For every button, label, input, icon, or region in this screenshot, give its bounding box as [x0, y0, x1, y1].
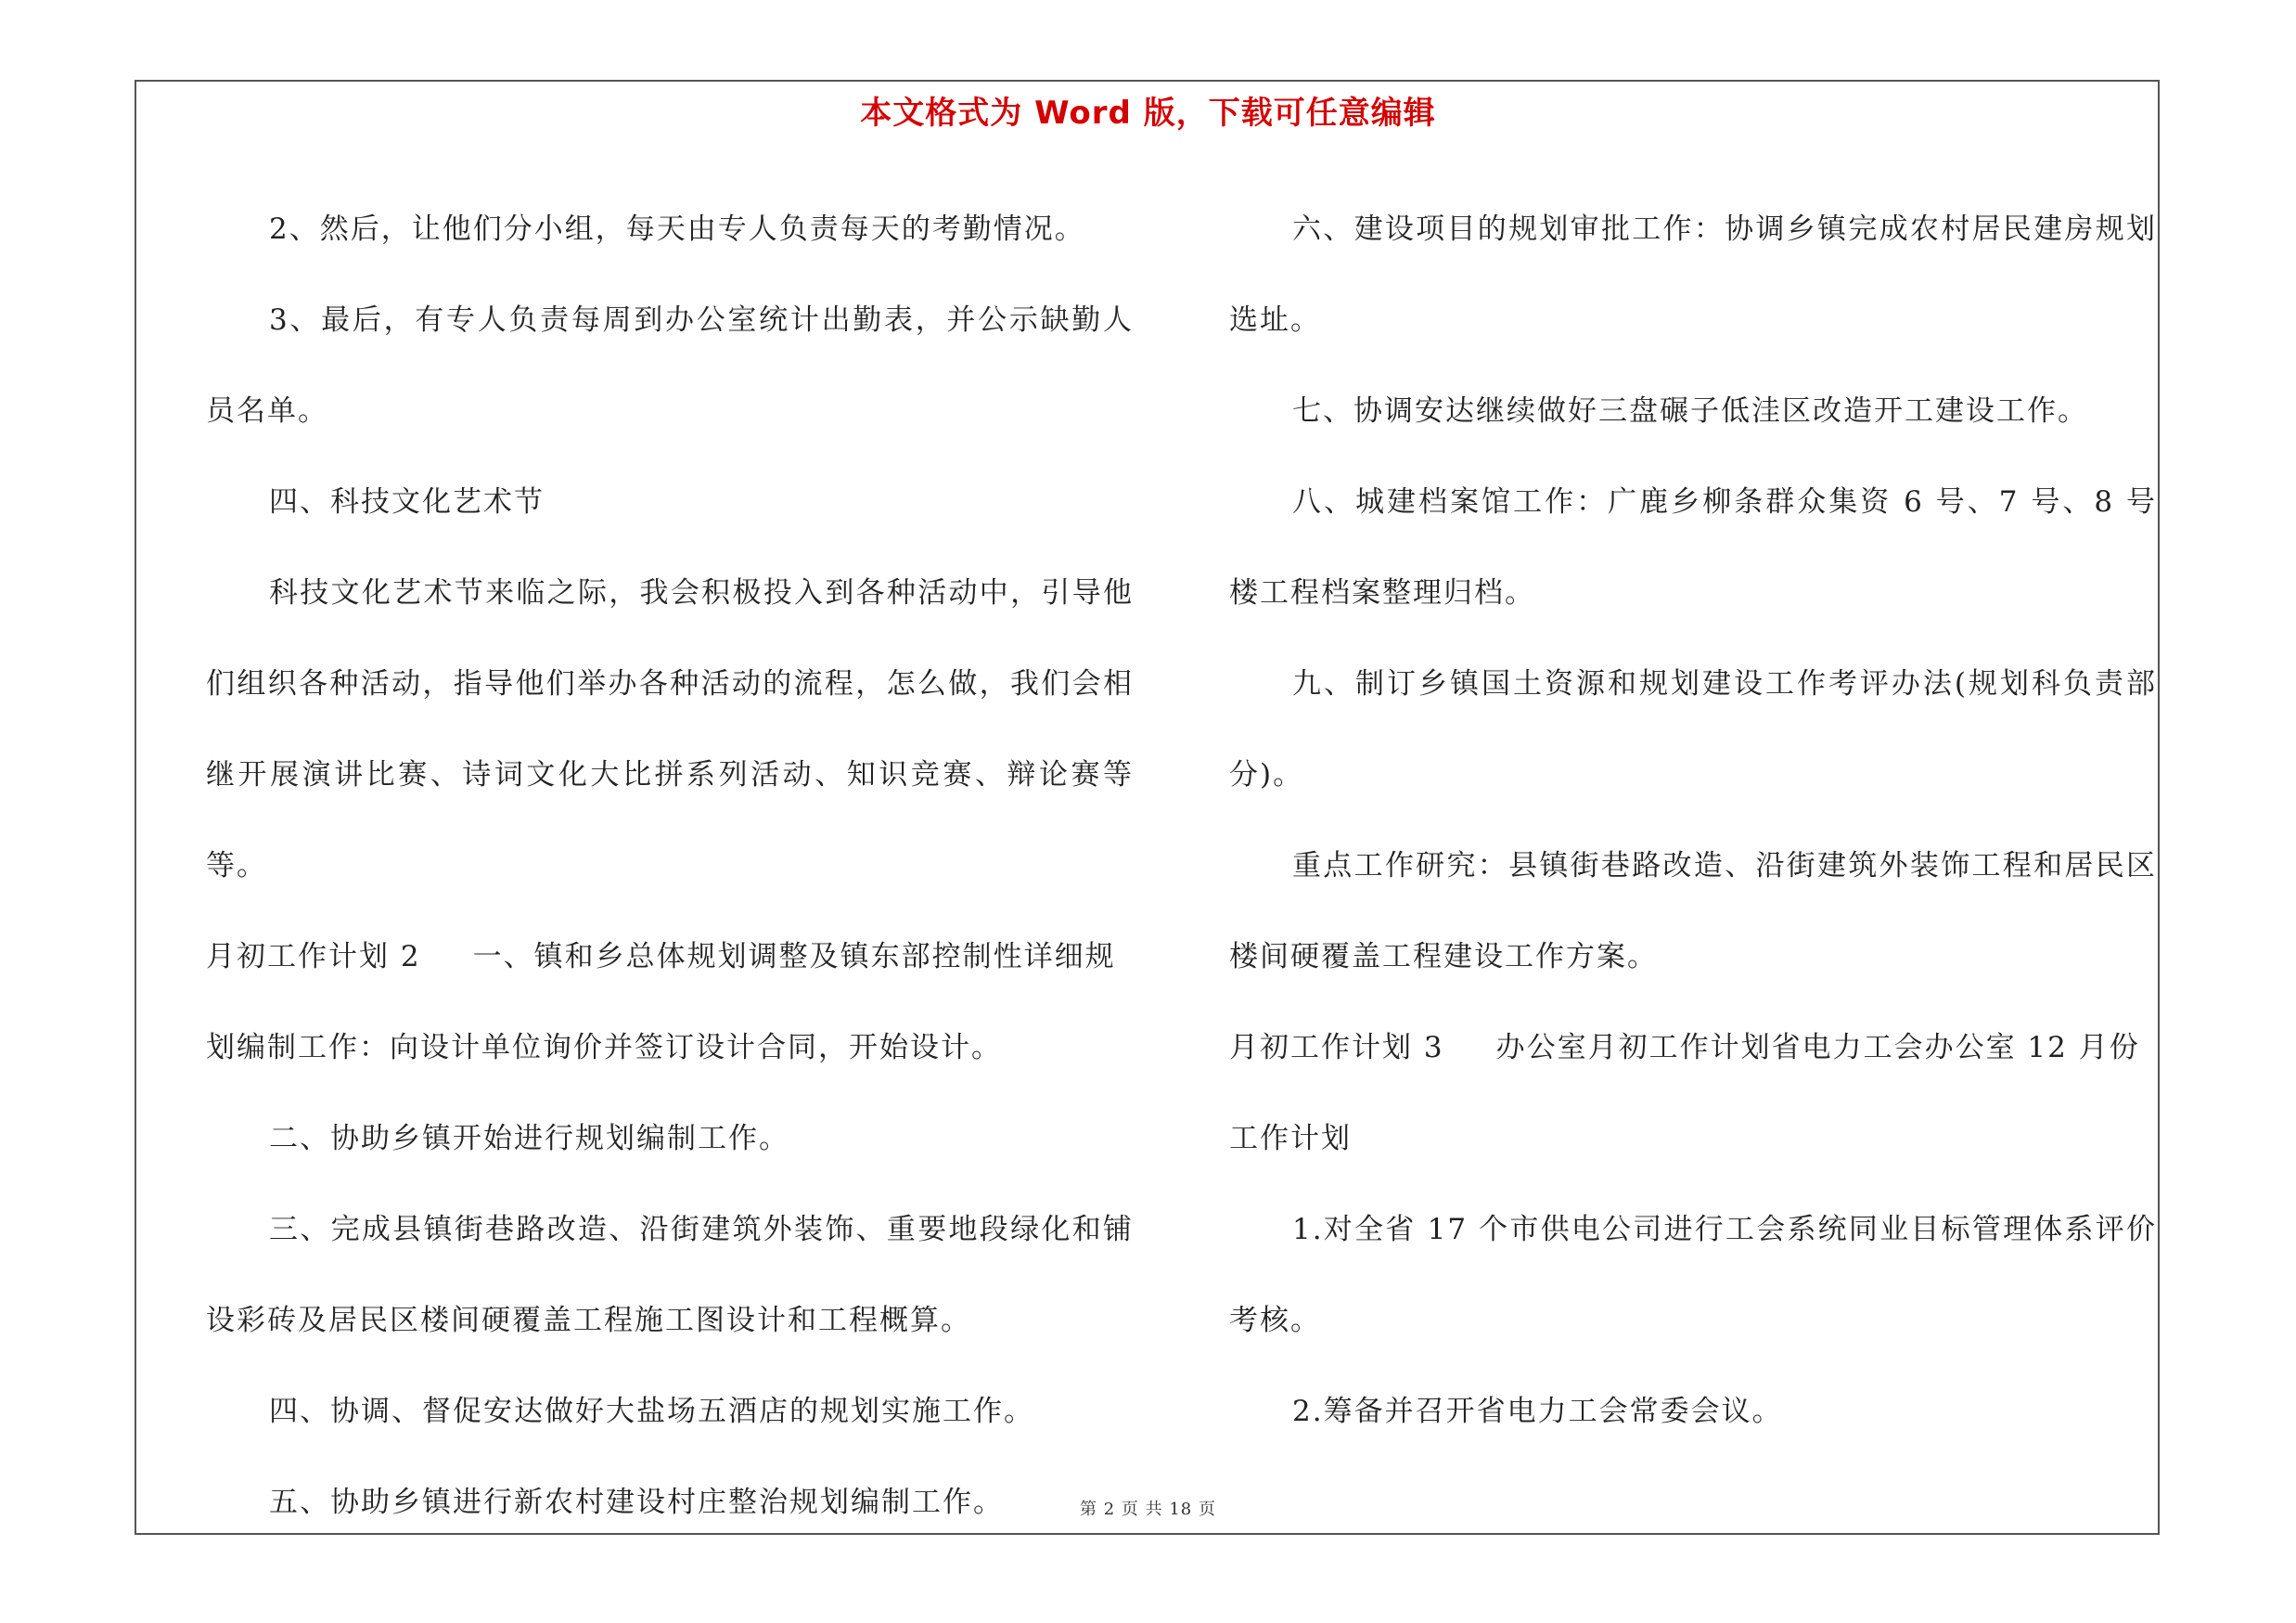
paragraph: 二、协助乡镇开始进行规划编制工作。 [269, 1122, 789, 1155]
paragraph: 三、完成县镇街巷路改造、沿街建筑外装饰、重要地段绿化和铺设彩砖及居民区楼间硬覆盖工程施工图设计和工程概算。 [206, 1213, 1134, 1337]
plan-intro-text: 办公室月初工作计划省电力工会办公室 12 月份工作计划 [1229, 1031, 2140, 1155]
paragraph: 七、协调安达继续做好三盘碾子低洼区改造开工建设工作。 [1292, 394, 2088, 428]
left-column [206, 184, 1134, 1548]
paragraph: 六、建设项目的规划审批工作：协调乡镇完成农村居民建房规划选址。 [1229, 213, 2157, 337]
paragraph: 2.筹备并召开省电力工会常委会议。 [1292, 1395, 1783, 1428]
paragraph: 五、协助乡镇进行新农村建设村庄整治规划编制工作。 [269, 1486, 1004, 1519]
paragraph: 重点工作研究：县镇街巷路改造、沿街建筑外装饰工程和居民区楼间硬覆盖工程建设工作方案。 [1229, 849, 2157, 973]
paragraph: 八、城建档案馆工作：广鹿乡柳条群众集资 6 号、7 号、8 号楼工程档案整理归档。 [1229, 485, 2157, 610]
paragraph: 2、然后，让他们分小组，每天由专人负责每天的考勤情况。 [269, 213, 1085, 246]
plan-heading-line [206, 911, 1134, 1093]
document-banner: 本文格式为 Word 版，下载可任意编辑 [860, 95, 1436, 132]
right-column [1229, 184, 2157, 1457]
paragraph: 四、协调、督促安达做好大盐场五酒店的规划实施工作。 [269, 1395, 1034, 1428]
plan-title: 月初工作计划 3 [1229, 1031, 1444, 1064]
page-number-footer: 第 2 页 共 18 页 [1080, 1500, 1216, 1519]
paragraph: 科技文化艺术节来临之际，我会积极投入到各种活动中，引导他们组织各种活动，指导他们举办各种活动的流程，怎么做，我们会相继开展演讲比赛、诗词文化大比拼系列活动、知识竞赛、辩论赛等等。 [206, 576, 1134, 882]
paragraph: 1.对全省 17 个市供电公司进行工会系统同业目标管理体系评价考核。 [1229, 1213, 2157, 1337]
plan-intro-text: 一、镇和乡总体规划调整及镇东部控制性详细规划编制工作：向设计单位询价并签订设计合同，开始设计。 [206, 940, 1116, 1064]
plan-heading-line [1229, 1002, 2157, 1184]
section-heading: 四、科技文化艺术节 [269, 485, 545, 519]
plan-title: 月初工作计划 2 [206, 940, 421, 973]
paragraph: 九、制订乡镇国土资源和规划建设工作考评办法(规划科负责部分)。 [1229, 667, 2157, 792]
paragraph: 3、最后，有专人负责每周到办公室统计出勤表，并公示缺勤人员名单。 [206, 303, 1134, 428]
